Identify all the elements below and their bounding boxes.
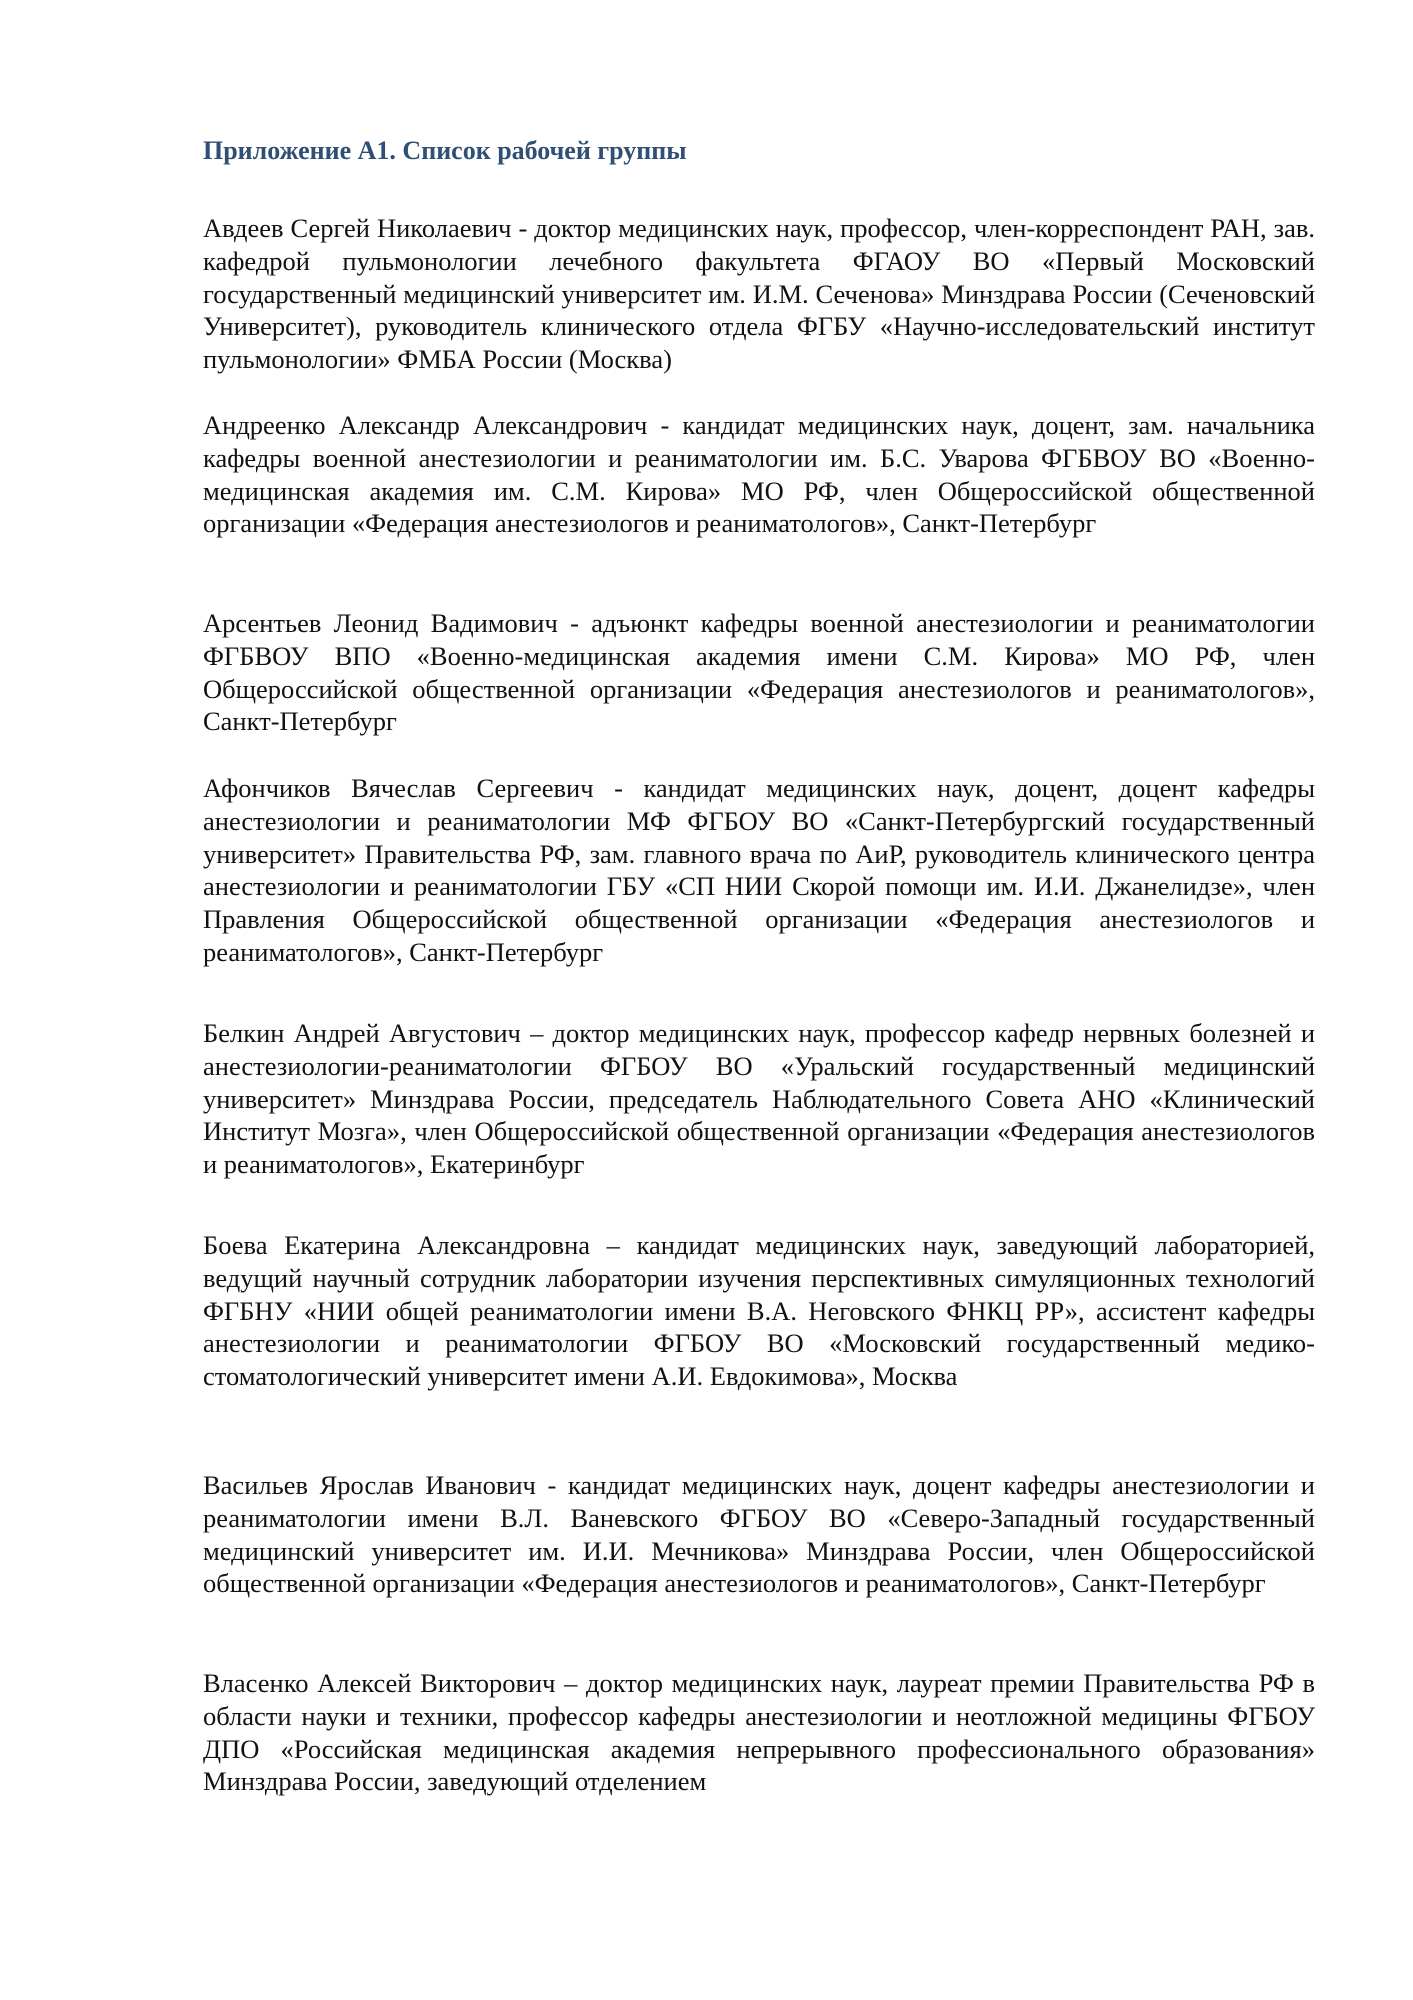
- member-entry-belkin: Белкин Андрей Августович – доктор медицинских наук, профессор кафедр нервных болезней и анестезиологии-реаниматологии ФГБОУ ВО «Уральский государственный медицинский университет» Минздрава России, председатель Наблюдательного Совета АНО «Клинический Институт Мозга», член Общероссийской общественной организации «Федерация анестезиологов и реаниматологов», Екатеринбург: [203, 1018, 1315, 1180]
- member-entry-andreenko: Андреенко Александр Александрович - кандидат медицинских наук, доцент, зам. начальника кафедры военной анестезиологии и реаниматологии им. Б.С. Уварова ФГБВОУ ВО «Военно-медицинская академия им. С.М. Кирова» МО РФ, член Общероссийской общественной организации «Федерация анестезиологов и реаниматологов», Санкт-Петербург: [203, 410, 1315, 539]
- member-entry-avdeev: Авдеев Сергей Николаевич - доктор медицинских наук, профессор, член-корреспондент РАН, зав. кафедрой пульмонологии лечебного факультета ФГАОУ ВО «Первый Московский государственный медицинский университет им. И.М. Сеченова» Минздрава России (Сеченовский Университет), руководитель клинического отдела ФГБУ «Научно-исследовательский институт пульмонологии» ФМБА России (Москва): [203, 213, 1315, 375]
- member-entry-afonchikov: Афончиков Вячеслав Сергеевич - кандидат медицинских наук, доцент, доцент кафедры анестезиологии и реаниматологии МФ ФГБОУ ВО «Санкт-Петербургский государственный университет» Правительства РФ, зам. главного врача по АиР, руководитель клинического центра анестезиологии и реаниматологии ГБУ «СП НИИ Скорой помощи им. И.И. Джанелидзе», член Правления Общероссийской общественной организации «Федерация анестезиологов и реаниматологов», Санкт-Петербург: [203, 773, 1315, 967]
- member-entry-vasiliev: Васильев Ярослав Иванович - кандидат медицинских наук, доцент кафедры анестезиологии и реаниматологии имени В.Л. Ваневского ФГБОУ ВО «Северо-Западный государственный медицинский университет им. И.И. Мечникова» Минздрава России, член Общероссийской общественной организации «Федерация анестезиологов и реаниматологов», Санкт-Петербург: [203, 1470, 1315, 1599]
- member-entry-vlasenko: Власенко Алексей Викторович – доктор медицинских наук, лауреат премии Правительства РФ в области науки и техники, профессор кафедры анестезиологии и неотложной медицины ФГБОУ ДПО «Российская медицинская академия непрерывного профессионального образования» Минздрава России, заведующий отделением: [203, 1668, 1315, 1797]
- section-title: Приложение А1. Список рабочей группы: [203, 136, 687, 165]
- member-entry-boeva: Боева Екатерина Александровна – кандидат медицинских наук, заведующий лабораторией, ведущий научный сотрудник лаборатории изучения перспективных симуляционных технологий ФГБНУ «НИИ общей реаниматологии имени В.А. Неговского ФНКЦ РР», ассистент кафедры анестезиологии и реаниматологии ФГБОУ ВО «Московский государственный медико-стоматологический университет имени А.И. Евдокимова», Москва: [203, 1230, 1315, 1392]
- member-entry-arsentiev: Арсентьев Леонид Вадимович - адъюнкт кафедры военной анестезиологии и реаниматологии ФГБВОУ ВПО «Военно-медицинская академия имени С.М. Кирова» МО РФ, член Общероссийской общественной организации «Федерация анестезиологов и реаниматологов», Санкт-Петербург: [203, 608, 1315, 737]
